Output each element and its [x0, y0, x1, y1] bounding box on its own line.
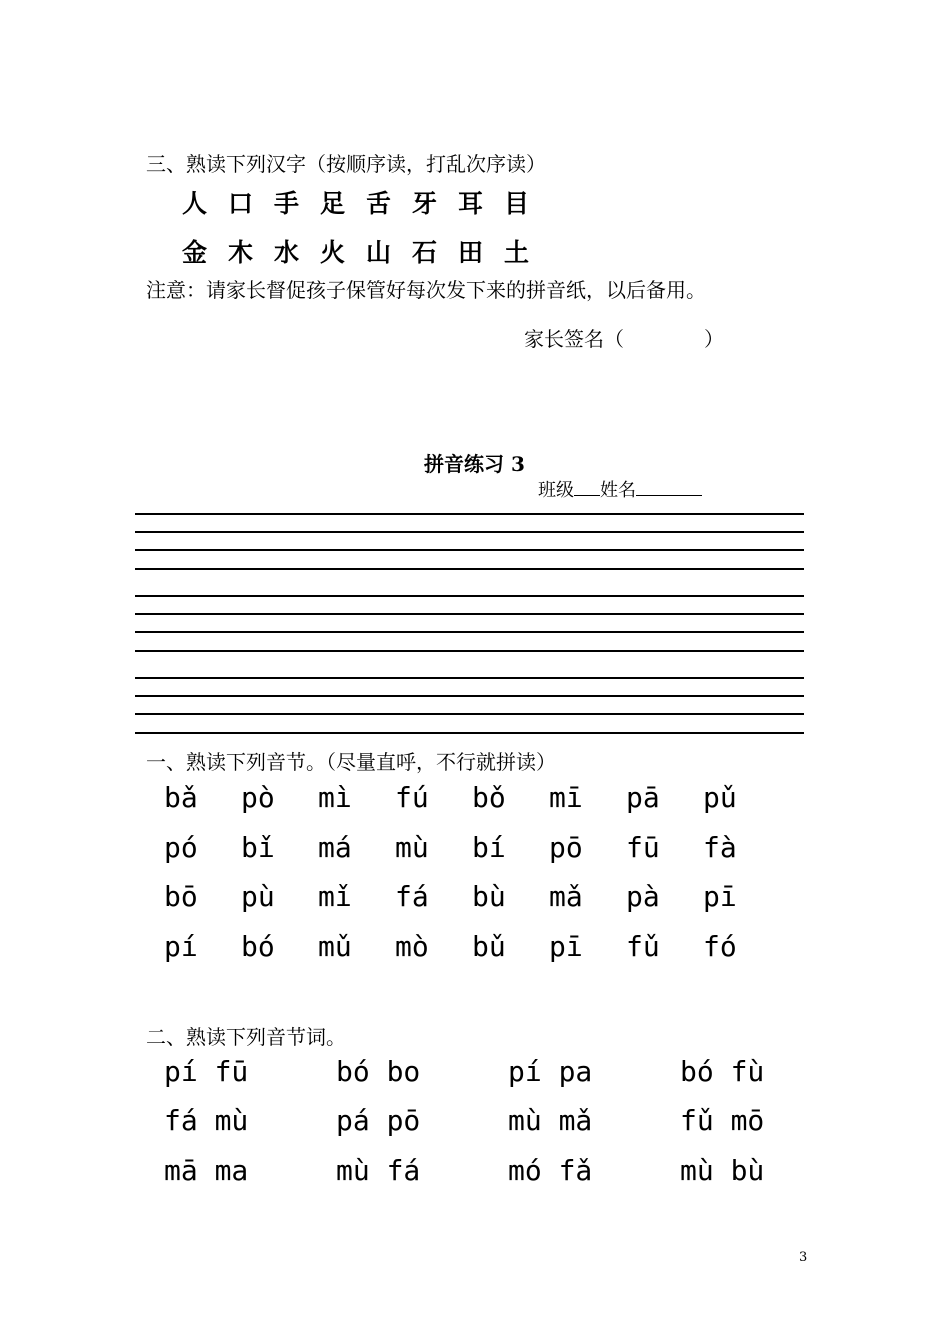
syllable: bù	[472, 880, 506, 913]
syllable-word: pí pa	[508, 1055, 593, 1088]
class-label: 班级	[538, 480, 574, 501]
hanzi-row-2	[182, 233, 550, 269]
syllable-word: mù bù	[680, 1154, 765, 1187]
syllable: fǔ	[626, 930, 660, 963]
class-blank[interactable]	[574, 479, 600, 496]
hanzi: 牙	[412, 189, 438, 218]
syllable: má	[318, 831, 352, 864]
name-label: 姓名	[600, 480, 636, 501]
syllable-row-1	[164, 781, 780, 814]
syllable: fó	[703, 930, 737, 963]
syllable: pí	[164, 930, 198, 963]
writing-line	[135, 677, 804, 679]
syllable: bō	[164, 880, 198, 913]
writing-line	[135, 650, 804, 652]
word-row-2	[164, 1104, 852, 1137]
syllable: mǔ	[318, 930, 352, 963]
writing-line	[135, 695, 804, 697]
syllable: fá	[395, 880, 429, 913]
hanzi: 土	[504, 238, 530, 267]
syllable-word: mó fǎ	[508, 1154, 593, 1187]
syllable: fú	[395, 781, 429, 814]
writing-line	[135, 595, 804, 597]
syllable: bǎ	[164, 781, 198, 814]
syllable-word: mù mǎ	[508, 1104, 593, 1137]
syllable: pī	[703, 880, 737, 913]
parent-signature: 家长签名（ ）	[524, 327, 724, 351]
hanzi: 耳	[458, 189, 484, 218]
syllable: bǐ	[241, 831, 275, 864]
hanzi: 火	[320, 238, 346, 267]
hanzi: 水	[274, 238, 300, 267]
syllable: bǒ	[472, 781, 506, 814]
syllable: mò	[395, 930, 429, 963]
parent-note: 注意：请家长督促孩子保管好每次发下来的拼音纸，以后备用。	[146, 278, 706, 302]
page-number: 3	[799, 1250, 808, 1265]
syllable: bó	[241, 930, 275, 963]
syllable-word: fǔ mō	[680, 1104, 765, 1137]
hanzi: 目	[504, 189, 530, 218]
name-blank[interactable]	[636, 479, 702, 496]
syllable: fū	[626, 831, 660, 864]
syllable: mù	[395, 831, 429, 864]
section-1-heading: 一、熟读下列音节。（尽量直呼，不行就拼读）	[146, 750, 556, 774]
syllable-row-4	[164, 930, 780, 963]
class-name-fields	[538, 476, 702, 502]
syllable: pī	[549, 930, 583, 963]
writing-line	[135, 568, 804, 570]
hanzi: 木	[228, 238, 254, 267]
syllable: bǔ	[472, 930, 506, 963]
hanzi: 足	[320, 189, 346, 218]
hanzi: 人	[182, 189, 208, 218]
hanzi: 舌	[366, 189, 392, 218]
word-row-1	[164, 1055, 852, 1088]
writing-line	[135, 549, 804, 551]
syllable-word: fá mù	[164, 1104, 249, 1137]
syllable-word: bó fù	[680, 1055, 765, 1088]
word-row-3	[164, 1154, 852, 1187]
hanzi-row-1	[182, 184, 550, 220]
section-3-heading: 三、熟读下列汉字（按顺序读，打乱次序读）	[146, 152, 546, 176]
syllable-row-3	[164, 880, 780, 913]
syllable: mǎ	[549, 880, 583, 913]
syllable: pà	[626, 880, 660, 913]
syllable: fà	[703, 831, 737, 864]
syllable: pò	[241, 781, 275, 814]
syllable-word: mù fá	[336, 1154, 421, 1187]
syllable: mī	[549, 781, 583, 814]
hanzi: 口	[228, 189, 254, 218]
syllable-word: mā ma	[164, 1154, 249, 1187]
hanzi: 山	[366, 238, 392, 267]
syllable: mì	[318, 781, 352, 814]
syllable-row-2	[164, 831, 780, 864]
writing-line	[135, 613, 804, 615]
syllable: mǐ	[318, 880, 352, 913]
writing-line	[135, 713, 804, 715]
syllable: pā	[626, 781, 660, 814]
syllable-word: pá pō	[336, 1104, 421, 1137]
writing-line	[135, 732, 804, 734]
writing-line	[135, 531, 804, 533]
hanzi: 田	[458, 238, 484, 267]
section-2-heading: 二、熟读下列音节词。	[146, 1025, 346, 1049]
hanzi: 手	[274, 189, 300, 218]
hanzi: 金	[182, 238, 208, 267]
practice-title: 拼音练习 3	[424, 452, 525, 476]
hanzi: 石	[412, 238, 438, 267]
syllable: pǔ	[703, 781, 737, 814]
writing-line	[135, 631, 804, 633]
syllable-word: bó bo	[336, 1055, 421, 1088]
syllable: pù	[241, 880, 275, 913]
syllable: pō	[549, 831, 583, 864]
syllable: bí	[472, 831, 506, 864]
syllable-word: pí fū	[164, 1055, 249, 1088]
writing-line	[135, 513, 804, 515]
syllable: pó	[164, 831, 198, 864]
